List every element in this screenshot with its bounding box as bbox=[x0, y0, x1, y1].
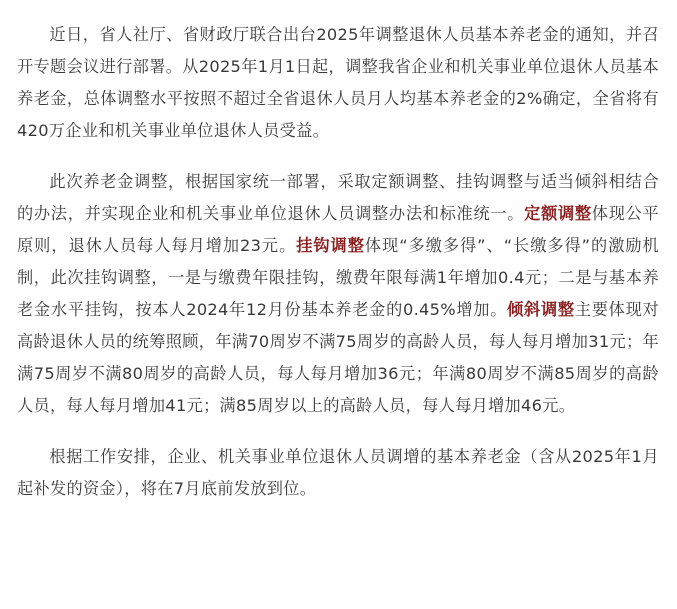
fixed-adjustment-label: 定额调整 bbox=[524, 204, 592, 223]
linked-adjustment-text: 体现“多缴多得”、“长缴多得”的激励机制，此次挂钩调整，一是与缴费年限挂钩，缴费年限每满1年增加0.4元；二是与基本养老金水平挂钩，按本人2024年12月份基本养老金的0.45%增加。 bbox=[17, 236, 659, 319]
linked-adjustment-label: 挂钩调整 bbox=[296, 236, 365, 255]
adjustment-intro-text: 此次养老金调整，根据国家统一部署，采取定额调整、挂钩调整与适当倾斜相结合的办法，并实现企业和机关事业单位退休人员调整办法和标准统一。 bbox=[17, 172, 659, 223]
paragraph-payment-schedule: 根据工作安排，企业、机关事业单位退休人员调增的基本养老金（含从2025年1月起补发的资金），将在7月底前发放到位。 bbox=[17, 447, 659, 498]
fixed-adjustment-text: 体现公平原则，退休人员每人每月增加23元。 bbox=[17, 204, 660, 255]
paragraph-announcement: 近日，省人社厅、省财政厅联合出台2025年调整退休人员基本养老金的通知，并召开专题会议进行部署。从2025年1月1日起，调整我省企业和机关事业单位退休人员基本养老金，总体调整水平按照不超过全省退休人员月人均基本养老金的2%确定，全省将有420万企业和机关事业单位退休人员受益。 bbox=[17, 25, 659, 140]
tilt-adjustment-label: 倾斜调整 bbox=[507, 300, 575, 319]
tilt-adjustment-text: 主要体现对高龄退休人员的统筹照顾，年满70周岁不满75周岁的高龄人员，每人每月增加31元；年满75周岁不满80周岁的高龄人员，每人每月增加36元；年满80周岁不满85周岁的高龄人员，每人每月增加41元；满85周岁以上的高龄人员，每人每月增加46元。 bbox=[17, 300, 660, 415]
paragraph-adjustment-method bbox=[17, 166, 659, 422]
